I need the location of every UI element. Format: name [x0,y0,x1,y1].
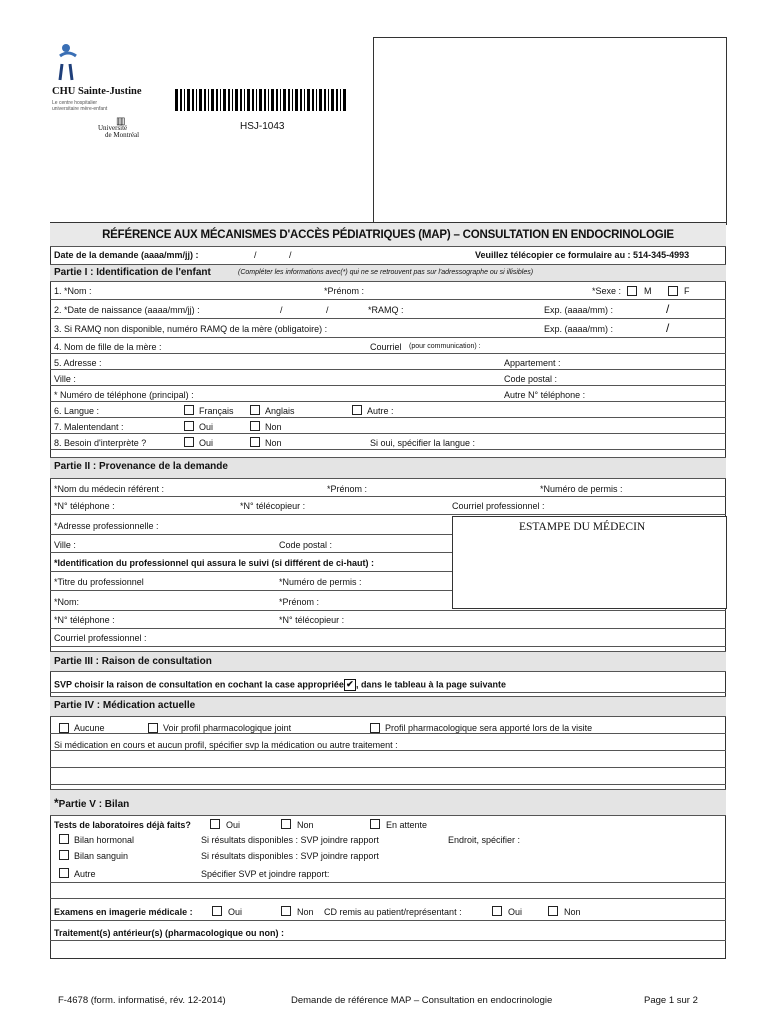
bilan-hormonal-checkbox[interactable] [59,834,69,844]
tests-oui-checkbox[interactable] [210,819,220,829]
form-row-line [50,920,726,921]
dob-slash-1: / [280,305,283,315]
part2-title: Partie II : Provenance de la demande [54,461,228,472]
form-row-line [50,692,726,693]
form-row-line [50,789,726,790]
barcode-bar [300,89,302,111]
form-row-line [50,281,726,282]
barcode-bar [247,89,250,111]
form-row-line [50,353,726,354]
sexe-m-checkbox[interactable] [627,286,637,296]
dob-slash-2: / [326,305,329,315]
nom-pro-label: *Nom: [54,597,80,607]
form-row-line [50,369,726,370]
part3-instruction-a: SVP choisir la raison de consultation en cochant la case appropriée [54,679,344,690]
barcode-bar [256,89,257,111]
barcode-bar [252,89,254,111]
autre-bilan-checkbox[interactable] [59,868,69,878]
ville-pro-label: Ville : [54,540,76,550]
autre-tel-label: Autre N° téléphone : [504,390,586,400]
barcode-bar [228,89,230,111]
resultats1-label: Si résultats disponibles : SVP joindre rapport [201,835,379,845]
nom-label: 1. *Nom : [54,286,92,296]
sexe-f-checkbox[interactable] [668,286,678,296]
logo-sub1: Le centre hospitalier [52,100,98,106]
malentendant-non-checkbox[interactable] [250,421,260,431]
checked-box-icon: ✔ [344,679,356,691]
malentendant-non-label: Non [265,422,282,432]
barcode-bar [235,89,238,111]
barcode-bar [283,89,286,111]
barcode-bar [328,89,329,111]
barcode-bar [280,89,281,111]
sexe-f-label: F [684,286,690,296]
fax-medecin-label: *N° télécopieur : [240,501,306,511]
adressograph-box [373,37,727,225]
prenom-medecin-label: *Prénom : [327,484,368,494]
exp-label-1: Exp. (aaaa/mm) : [544,305,614,315]
barcode-bar [331,89,334,111]
univ-logo-icon: ▥ [116,116,126,127]
form-row-line [50,449,726,450]
francais-label: Français [199,406,234,416]
form-row-line [50,646,726,647]
barcode-bar [223,89,226,111]
courriel-pro-label: Courriel professionnel : [452,501,545,511]
part5-header-bg [50,789,726,815]
tel2-label: *N° téléphone : [54,615,115,625]
bilan-hormonal-label: Bilan hormonal [74,835,135,845]
univ-name-1: Université [98,124,128,132]
barcode-bar [208,89,209,111]
form-row-line [50,610,726,611]
tests-non-label: Non [297,820,314,830]
barcode-bar [288,89,290,111]
anglais-checkbox[interactable] [250,405,260,415]
part1-note: (Compléter les informations avec(*) qui ne se retrouvent pas sur l'adressographe ou si illisibles) [238,269,534,276]
estampe-label: ESTAMPE DU MÉDECIN [519,521,646,533]
barcode-bar [271,89,274,111]
barcode-bar [312,89,314,111]
imagerie-oui-checkbox[interactable] [212,906,222,916]
barcode-bar [319,89,322,111]
ident-pro-label: *Identification du professionnel qui assura le suivi (si différent de ci-haut) : [54,558,375,568]
part3-title: Partie III : Raison de consultation [54,656,212,667]
barcode-bar [196,89,197,111]
barcode-bar [220,89,221,111]
medication-specifier-label: Si médication en cours et aucun profil, spécifier svp la médication ou autre traitement : [54,740,398,750]
sexe-label: *Sexe : [592,286,622,296]
barcode-bar [180,89,182,111]
endroit-label: Endroit, spécifier : [448,835,521,845]
aucune-checkbox[interactable] [59,723,69,733]
medecin-label: *Nom du médecin référent : [54,484,165,494]
barcode-bar [336,89,338,111]
barcode-bar [340,89,341,111]
barcode-bar [324,89,326,111]
part4-title: Partie IV : Médication actuelle [54,700,196,711]
footer-page: Page 1 sur 2 [644,995,698,1006]
code-postal-label: Code postal : [504,374,558,384]
barcode-bar [276,89,278,111]
logo-name: CHU Sainte-Justine [52,86,142,97]
imagerie-non-label: Non [297,907,314,917]
form-code: HSJ-1043 [240,121,285,132]
prenom-pro-label: *Prénom : [279,597,320,607]
barcode-bar [192,89,194,111]
form-row-line [50,696,726,697]
malentendant-label: 7. Malentendant : [54,422,124,432]
profil-apporte-checkbox[interactable] [370,723,380,733]
aucune-label: Aucune [74,723,105,733]
chu-logo [52,42,182,92]
autre-langue-label: Autre : [367,406,394,416]
permis2-label: *Numéro de permis : [279,577,362,587]
barcode-bar [175,89,178,111]
barcode-bar [216,89,218,111]
langue-label: 6. Langue : [54,406,100,416]
barcode-bar [295,89,298,111]
autre-langue-checkbox[interactable] [352,405,362,415]
tel-medecin-label: *N° téléphone : [54,501,115,511]
form-row-line [50,318,726,319]
exp-slash-2: / [666,321,670,335]
form-row-line [50,940,726,941]
form-row-line [50,478,726,479]
traitements-label: Traitement(s) antérieur(s) (pharmacologique ou non) : [54,928,285,938]
form-row-line [50,337,726,338]
barcode-bar [307,89,310,111]
form-row-line [50,651,726,652]
interprete-non-checkbox[interactable] [250,437,260,447]
form-row-line [50,457,726,458]
logo-sub2: universitaire mère-enfant [52,106,108,112]
code-postal-pro-label: Code postal : [279,540,333,550]
ramq-mere-label: 3. Si RAMQ non disponible, numéro RAMQ de la mère (obligatoire) : [54,324,328,334]
form-title: RÉFÉRENCE AUX MÉCANISMES D'ACCÈS PÉDIATRIQUES (MAP) – CONSULTATION EN ENDOCRINOLOGIE [102,229,674,241]
voir-profil-checkbox[interactable] [148,723,158,733]
specifier-rapport-label: Spécifier SVP et joindre rapport: [201,869,330,879]
form-row-line [50,401,726,402]
tests-oui-label: Oui [226,820,241,830]
anglais-label: Anglais [265,406,295,416]
appartement-label: Appartement : [504,358,561,368]
nom-mere-label: 4. Nom de fille de la mère : [54,342,162,352]
barcode-bar [184,89,185,111]
ville-label: Ville : [54,374,76,384]
form-row-line [50,433,726,434]
tel-label: * Numéro de téléphone (principal) : [54,390,194,400]
barcode-bar [187,89,190,111]
barcode-bar [292,89,293,111]
barcode-bar [199,89,202,111]
adresse-label: 5. Adresse : [54,358,102,368]
imagerie-label: Examens en imagerie médicale : [54,907,193,917]
interprete-oui-label: Oui [199,438,214,448]
malentendant-oui-checkbox[interactable] [184,421,194,431]
interprete-oui-checkbox[interactable] [184,437,194,447]
chu-logo-icon [54,42,84,82]
part3-instruction-b: , dans le tableau à la page suivante [355,679,506,690]
courriel-pro2-label: Courriel professionnel : [54,633,147,643]
form-row-line [50,733,726,734]
part1-title: Partie I : Identification de l'enfant [54,267,211,278]
malentendant-oui-label: Oui [199,422,214,432]
adresse-pro-label: *Adresse professionnelle : [54,521,159,531]
sexe-m-label: M [644,286,652,296]
bilan-sanguin-label: Bilan sanguin [74,851,129,861]
form-row-line [50,496,726,497]
prenom-label: *Prénom : [324,286,365,296]
form-row-line [50,628,726,629]
en-attente-label: En attente [386,820,428,830]
barcode-bar [264,89,266,111]
barcode-bar [343,89,346,111]
cd-label: CD remis au patient/représentant : [324,907,462,917]
form-row-line [50,716,726,717]
fax2-label: *N° télécopieur : [279,615,345,625]
resultats2-label: Si résultats disponibles : SVP joindre rapport [201,851,379,861]
tests-non-checkbox[interactable] [281,819,291,829]
univ-name-2: de Montréal [105,131,140,139]
barcode-bar [232,89,233,111]
footer-doc-title: Demande de référence MAP – Consultation en endocrinologie [291,995,553,1006]
form-row-line [50,784,726,785]
date-slash-1: / [254,250,257,260]
cd-non-checkbox[interactable] [548,906,558,916]
courriel-label: Courriel [370,342,402,352]
titre-pro-label: *Titre du professionnel [54,577,144,587]
barcode-bar [204,89,206,111]
permis-label: *Numéro de permis : [540,484,623,494]
imagerie-non-checkbox[interactable] [281,906,291,916]
fax-instruction: Veuillez télécopier ce formulaire au : 514-345-4993 [475,250,690,260]
profil-apporte-label: Profil pharmacologique sera apporté lors de la visite [385,723,593,733]
date-slash-2: / [289,250,292,260]
imagerie-oui-label: Oui [228,907,243,917]
form-row-line [50,246,726,247]
ramq-label: *RAMQ : [368,305,404,315]
barcode-bar [240,89,242,111]
cd-oui-label: Oui [508,907,523,917]
form-row-line [50,385,726,386]
cd-non-label: Non [564,907,581,917]
barcode-bar [316,89,317,111]
part5-title [54,796,129,810]
asterisk: * [54,796,59,810]
barcode-bar [211,89,214,111]
voir-profil-label: Voir profil pharmacologique joint [163,723,292,733]
form-row-line [50,767,726,768]
part3-instruction [54,679,506,691]
cd-oui-checkbox[interactable] [492,906,502,916]
form-row-line [50,898,726,899]
barcode-bar [268,89,269,111]
exp-label-2: Exp. (aaaa/mm) : [544,324,614,334]
footer-form-id: F-4678 (form. informatisé, rév. 12-2014) [58,995,226,1006]
dob-label: 2. *Date de naissance (aaaa/mm/jj) : [54,305,200,315]
barcode-bar [259,89,262,111]
form-row-line [50,815,726,816]
form-row-line [50,264,726,265]
part5-title-text: Partie V : Bilan [58,799,130,810]
form-row-line [50,882,726,883]
exp-slash-1: / [666,302,670,316]
barcode-bar [304,89,305,111]
tests-label: Tests de laboratoires déjà faits? [54,820,191,830]
specifier-langue-label: Si oui, spécifier la langue : [370,438,476,448]
en-attente-checkbox[interactable] [370,819,380,829]
form-row-line [50,750,726,751]
barcode [175,89,350,111]
date-label: Date de la demande (aaaa/mm/jj) : [54,250,199,260]
interprete-label: 8. Besoin d'interprète ? [54,438,147,448]
form-row-line [50,417,726,418]
interprete-non-label: Non [265,438,282,448]
autre-bilan-label: Autre [74,869,96,879]
francais-checkbox[interactable] [184,405,194,415]
form-row-line [50,299,726,300]
form-row-line [50,671,726,672]
form-row-line [50,514,726,515]
courriel-note: (pour communication) : [409,343,481,350]
bilan-sanguin-checkbox[interactable] [59,850,69,860]
barcode-bar [244,89,245,111]
